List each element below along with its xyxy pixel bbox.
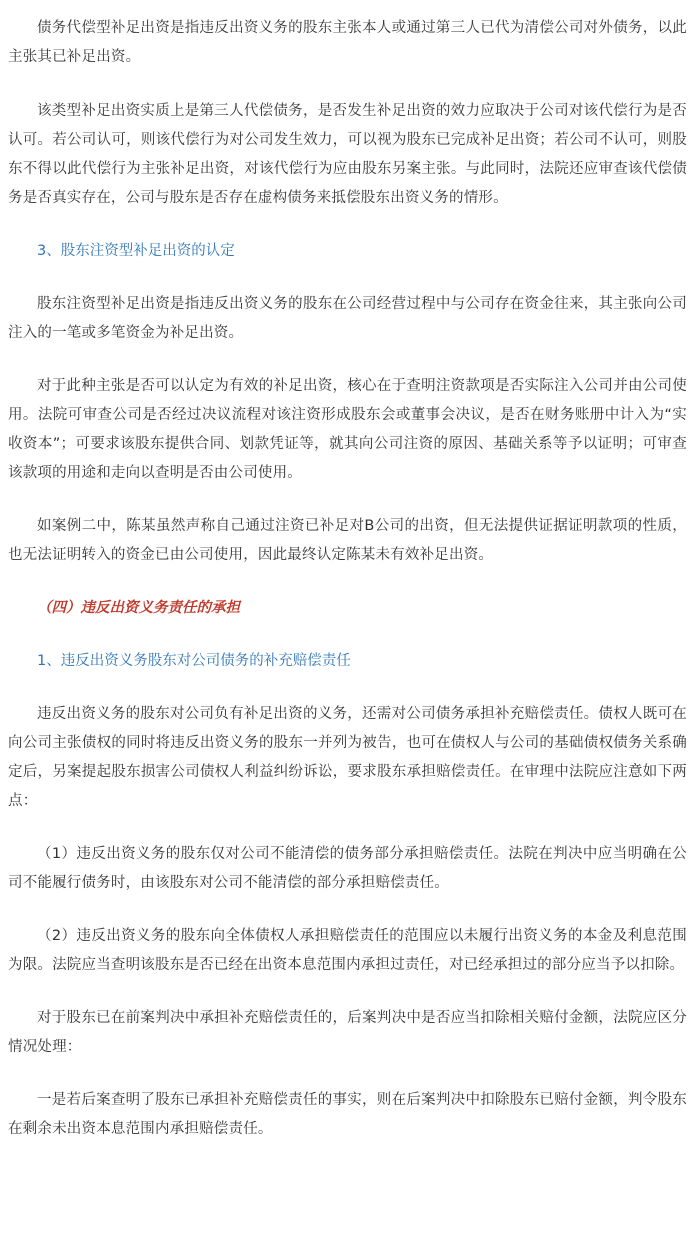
paragraph-capital-injection-review: 对于此种主张是否可以认定为有效的补足出资，核心在于查明注资款项是否实际注入公司并由公司使用。法院可审查公司是否经过决议流程对该注资形成股东会或董事会决议，是否在财务账册中计入为“实收资本”；可要求该股东提供合同、划款凭证等，就其向公司注资的原因、基础关系等予以证明；可审查该款项的用途和走向以查明是否由公司使用。 (8, 378, 687, 481)
paragraph-debt-repayment-definition: 债务代偿型补足出资是指违反出资义务的股东主张本人或通过第三人已代为清偿公司对外债务，以此主张其已补足出资。 (8, 20, 687, 65)
paragraph-debt-repayment-analysis: 该类型补足出资实质上是第三人代偿债务，是否发生补足出资的效力应取决于公司对该代偿行为是否认可。若公司认可，则该代偿行为对公司发生效力，可以视为股东已完成补足出资；若公司不认可，则股东不得以此代偿行为主张补足出资，对该代偿行为应由股东另案主张。与此同时，法院还应审查该代偿债务是否真实存在，公司与股东是否存在虚构债务来抵偿股东出资义务的情形。 (8, 103, 687, 206)
heading-capital-injection: 3、股东注资型补足出资的认定 (37, 243, 235, 259)
heading-supplementary-liability: 1、违反出资义务股东对公司债务的补充赔偿责任 (37, 653, 351, 669)
paragraph-prior-judgment: 对于股东已在前案判决中承担补充赔偿责任的，后案判决中是否应当扣除相关赔付金额，法院应区分情况处理： (8, 1010, 687, 1055)
paragraph-supplementary-liability: 违反出资义务的股东对公司负有补足出资的义务，还需对公司债务承担补充赔偿责任。债权人既可在向公司主张债权的同时将违反出资义务的股东一并列为被告，也可在债权人与公司的基础债权债务关系确定后，另案提起股东损害公司债权人利益纠纷诉讼，要求股东承担赔偿责任。在审理中法院应注意如下两点： (8, 706, 687, 809)
paragraph-case-two: 如案例二中，陈某虽然声称自己通过注资已补足对B公司的出资，但无法提供证据证明款项的性质，也无法证明转入的资金已由公司使用，因此最终认定陈某未有效补足出资。 (8, 518, 687, 563)
paragraph-point-one: （1）违反出资义务的股东仅对公司不能清偿的债务部分承担赔偿责任。法院在判决中应当明确在公司不能履行债务时，由该股东对公司不能清偿的部分承担赔偿责任。 (8, 846, 687, 891)
heading-liability-section: （四）违反出资义务责任的承担 (37, 600, 240, 616)
paragraph-capital-injection-definition: 股东注资型补足出资是指违反出资义务的股东在公司经营过程中与公司存在资金往来，其主张向公司注入的一笔或多笔资金为补足出资。 (8, 296, 687, 341)
article-body (0, 14, 695, 1238)
paragraph-case-handling-one: 一是若后案查明了股东已承担补充赔偿责任的事实，则在后案判决中扣除股东已赔付金额，判令股东在剩余未出资本息范围内承担赔偿责任。 (8, 1092, 687, 1137)
paragraph-point-two: （2）违反出资义务的股东向全体债权人承担赔偿责任的范围应以未履行出资义务的本金及利息范围为限。法院应当查明该股东是否已经在出资本息范围内承担过责任，对已经承担过的部分应当予以扣除。 (8, 928, 687, 973)
